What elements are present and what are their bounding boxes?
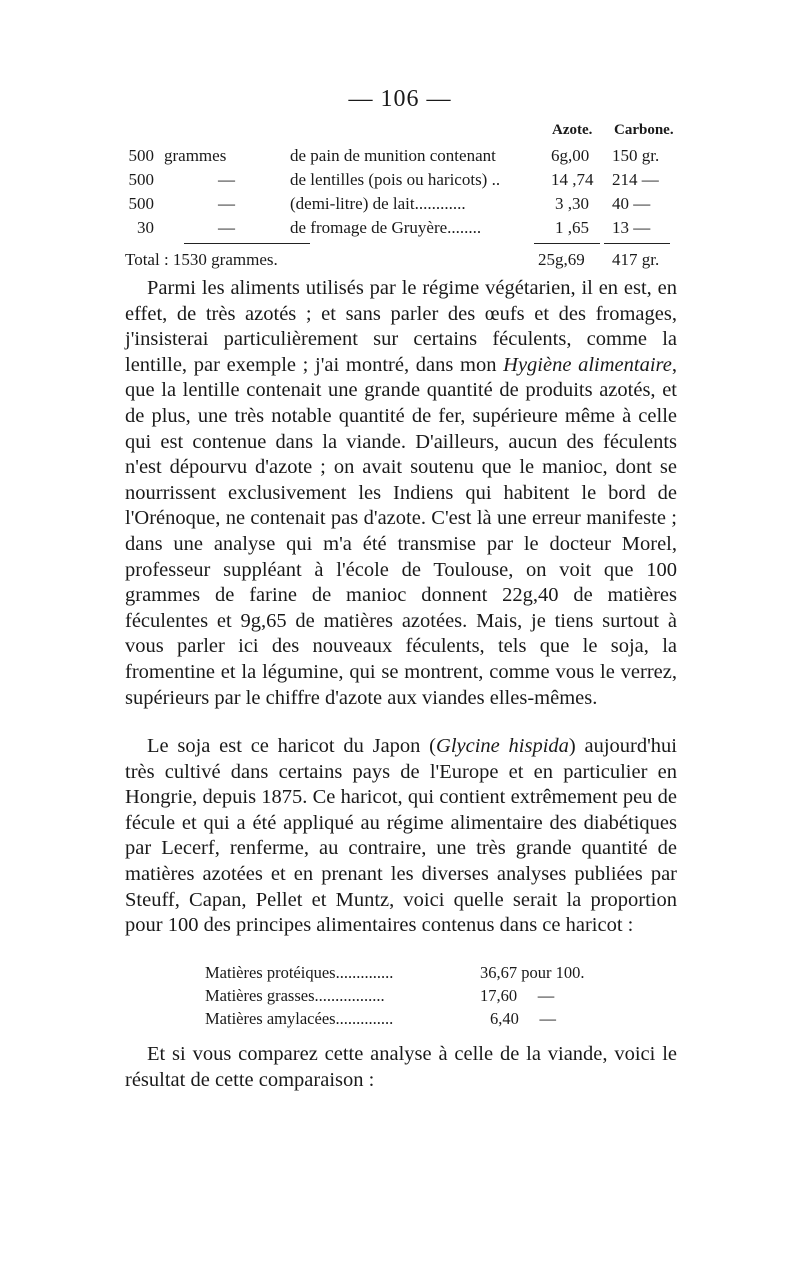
- row-description: de fromage de Gruyère........: [290, 218, 482, 237]
- list-value: 36,67 pour 100.: [480, 963, 585, 982]
- total-carbone: 417 gr.: [612, 250, 660, 269]
- page-number: — 106 —: [348, 86, 452, 112]
- row-unit: —: [218, 170, 235, 189]
- table-row: [0, 194, 800, 218]
- list-value: 6,40 —: [490, 1009, 556, 1028]
- row-unit: —: [218, 194, 235, 213]
- total-azote: 25g,69: [538, 250, 585, 269]
- row-quantity: 500: [128, 146, 154, 165]
- row-azote: 3 ,30: [555, 194, 589, 213]
- paragraph-1: Parmi les aliments utilisés par le régime végétarien, il en est, en effet, de très azotés ; et sans parler des œufs et des fromages, j'insisterai particulièrement sur certains féculents, comme la lentille, par exemple ; j'ai montré, dans mon Hygiène alimentaire, que la lentille contenait une grande quantité de produits azotés, et de plus, une très notable quantité de fer, supérieure même à celle qui est contenue dans la viande. D'ailleurs, aucun des féculents n'est dépourvu d'azote ; on avait soutenu que le manioc, dont se nourrissent exclusivement les Indiens qui habitent le bord de l'Orénoque, ne contenait pas d'azote. C'est là une erreur manifeste ; dans une analyse qui m'a été transmise par le docteur Morel, professeur suppléant à l'école de Toulouse, on voit que 100 grammes de farine de manioc donnent 22g,40 de matières féculentes et 9g,65 de matières azotées. Mais, je tiens surtout à vous parler ici des nouveaux féculents, tels que le soja, la fromentine et la légumine, qui se montrent, comme vous le verrez, supérieurs par le chiffre d'azote aux viandes elles-mêmes.: [125, 277, 677, 709]
- table-row: [0, 218, 800, 242]
- row-carbone: 214 —: [612, 170, 659, 189]
- row-unit: grammes: [164, 146, 227, 165]
- row-azote: 14 ,74: [551, 170, 594, 189]
- paragraph-3: Et si vous comparez cette analyse à celle de la viande, voici le résultat de cette comparaison :: [125, 1043, 677, 1091]
- book-title: Hygiène alimentaire: [503, 353, 672, 376]
- row-description: (demi-litre) de lait............: [290, 194, 466, 213]
- table-total-row: [0, 250, 800, 274]
- row-quantity: 500: [128, 194, 154, 213]
- table-row: [0, 170, 800, 194]
- row-azote: 1 ,65: [555, 218, 589, 237]
- row-quantity: 30: [137, 218, 154, 237]
- total-rule-left: [184, 243, 310, 244]
- total-rule-carbone: [604, 243, 670, 244]
- table-row: [0, 146, 800, 170]
- list-value: 17,60 —: [480, 986, 555, 1005]
- row-description: de lentilles (pois ou haricots) ..: [290, 170, 501, 189]
- row-description: de pain de munition contenant: [290, 146, 496, 165]
- list-item: [205, 963, 625, 985]
- row-azote: 6g,00: [551, 146, 590, 165]
- row-carbone: 150 gr.: [612, 146, 660, 165]
- row-quantity: 500: [128, 170, 154, 189]
- total-rule-azote: [534, 243, 600, 244]
- species-name: Glycine hispida: [436, 735, 569, 757]
- total-label: Total : 1530 grammes.: [125, 250, 278, 269]
- list-item: [205, 1009, 625, 1031]
- azote-column-header: Azote.: [552, 122, 593, 138]
- row-unit: —: [218, 218, 235, 237]
- list-label: Matières protéiques..............: [205, 963, 394, 982]
- list-label: Matières amylacées..............: [205, 1009, 394, 1028]
- carbone-column-header: Carbone.: [614, 122, 674, 138]
- row-carbone: 13 —: [612, 218, 651, 237]
- list-item: [205, 986, 625, 1008]
- list-label: Matières grasses.................: [205, 986, 385, 1005]
- paragraph-2: Le soja est ce haricot du Japon (Glycine hispida) aujourd'hui très cultivé dans certains pays de l'Europe et en particulier en Hongrie, depuis 1875. Ce haricot, qui contient extrêmement peu de fécule et qui a été appliqué au régime alimentaire des diabétiques par Lecerf, renferme, au contraire, une très grande quantité de matières azotées et en prenant les diverses analyses publiées par Steuff, Capan, Pellet et Muntz, voici quelle serait la proportion pour 100 des principes alimentaires contenus dans ce haricot :: [125, 735, 677, 937]
- row-carbone: 40 —: [612, 194, 651, 213]
